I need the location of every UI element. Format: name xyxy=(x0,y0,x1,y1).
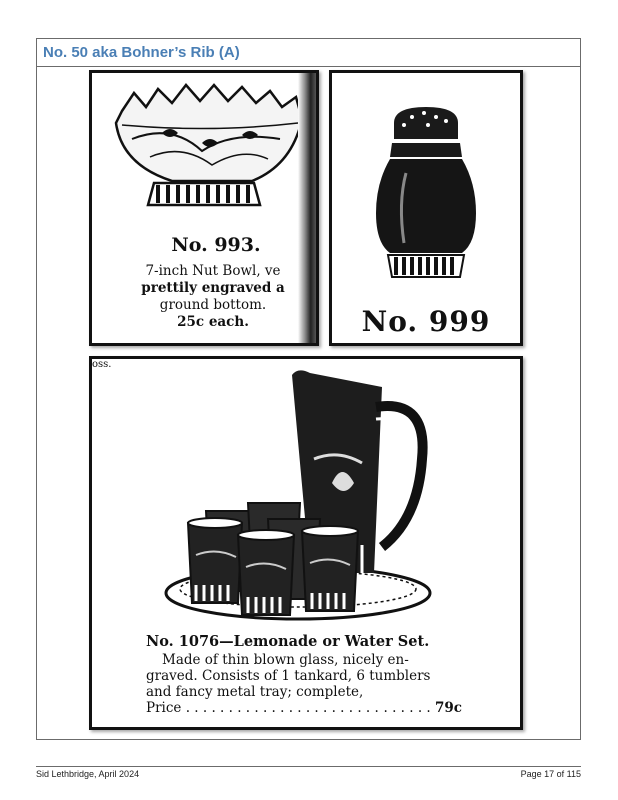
desc-line: 25c each. xyxy=(177,314,249,330)
footer-author-date: Sid Lethbridge, April 2024 xyxy=(36,769,140,779)
catalog-clip-shaker xyxy=(329,70,523,346)
catalog-number: No. 993. xyxy=(171,234,261,256)
pattern-title: No. 50 aka Bohner’s Rib (A) xyxy=(37,39,580,67)
catalog-description xyxy=(146,652,476,716)
catalog-title: No. 1076—Lemonade or Water Set. xyxy=(146,633,430,650)
price-label: Price . . . . . . . . . . . . . . . . . . . . . . . xyxy=(146,700,379,716)
desc-line: prettily engraved a xyxy=(141,280,285,296)
desc-line: ground bottom. xyxy=(159,297,267,313)
desc-line: 7-inch Nut Bowl, ve xyxy=(145,263,281,279)
catalog-number: No. 999 xyxy=(361,305,491,338)
desc-line: graved. Consists of 1 tankard, 6 tumblers xyxy=(146,668,431,684)
footer-page-number: Page 17 of 115 xyxy=(520,769,581,779)
page-footer xyxy=(36,766,581,779)
shaker-illustration xyxy=(332,73,520,303)
cropped-text-fragment: oss. xyxy=(92,359,112,370)
nut-bowl-illustration xyxy=(92,73,316,233)
catalog-clip-nut-bowl xyxy=(89,70,319,346)
desc-line: Made of thin blown glass, nicely en- xyxy=(162,652,409,668)
desc-line: and fancy metal tray; complete, xyxy=(146,684,364,700)
price-row xyxy=(146,700,462,716)
catalog-clip-lemonade-set xyxy=(89,356,523,730)
price-value: . . . . . . 79c xyxy=(383,700,462,716)
lemonade-set-illustration xyxy=(92,359,520,629)
catalog-description xyxy=(118,263,308,331)
